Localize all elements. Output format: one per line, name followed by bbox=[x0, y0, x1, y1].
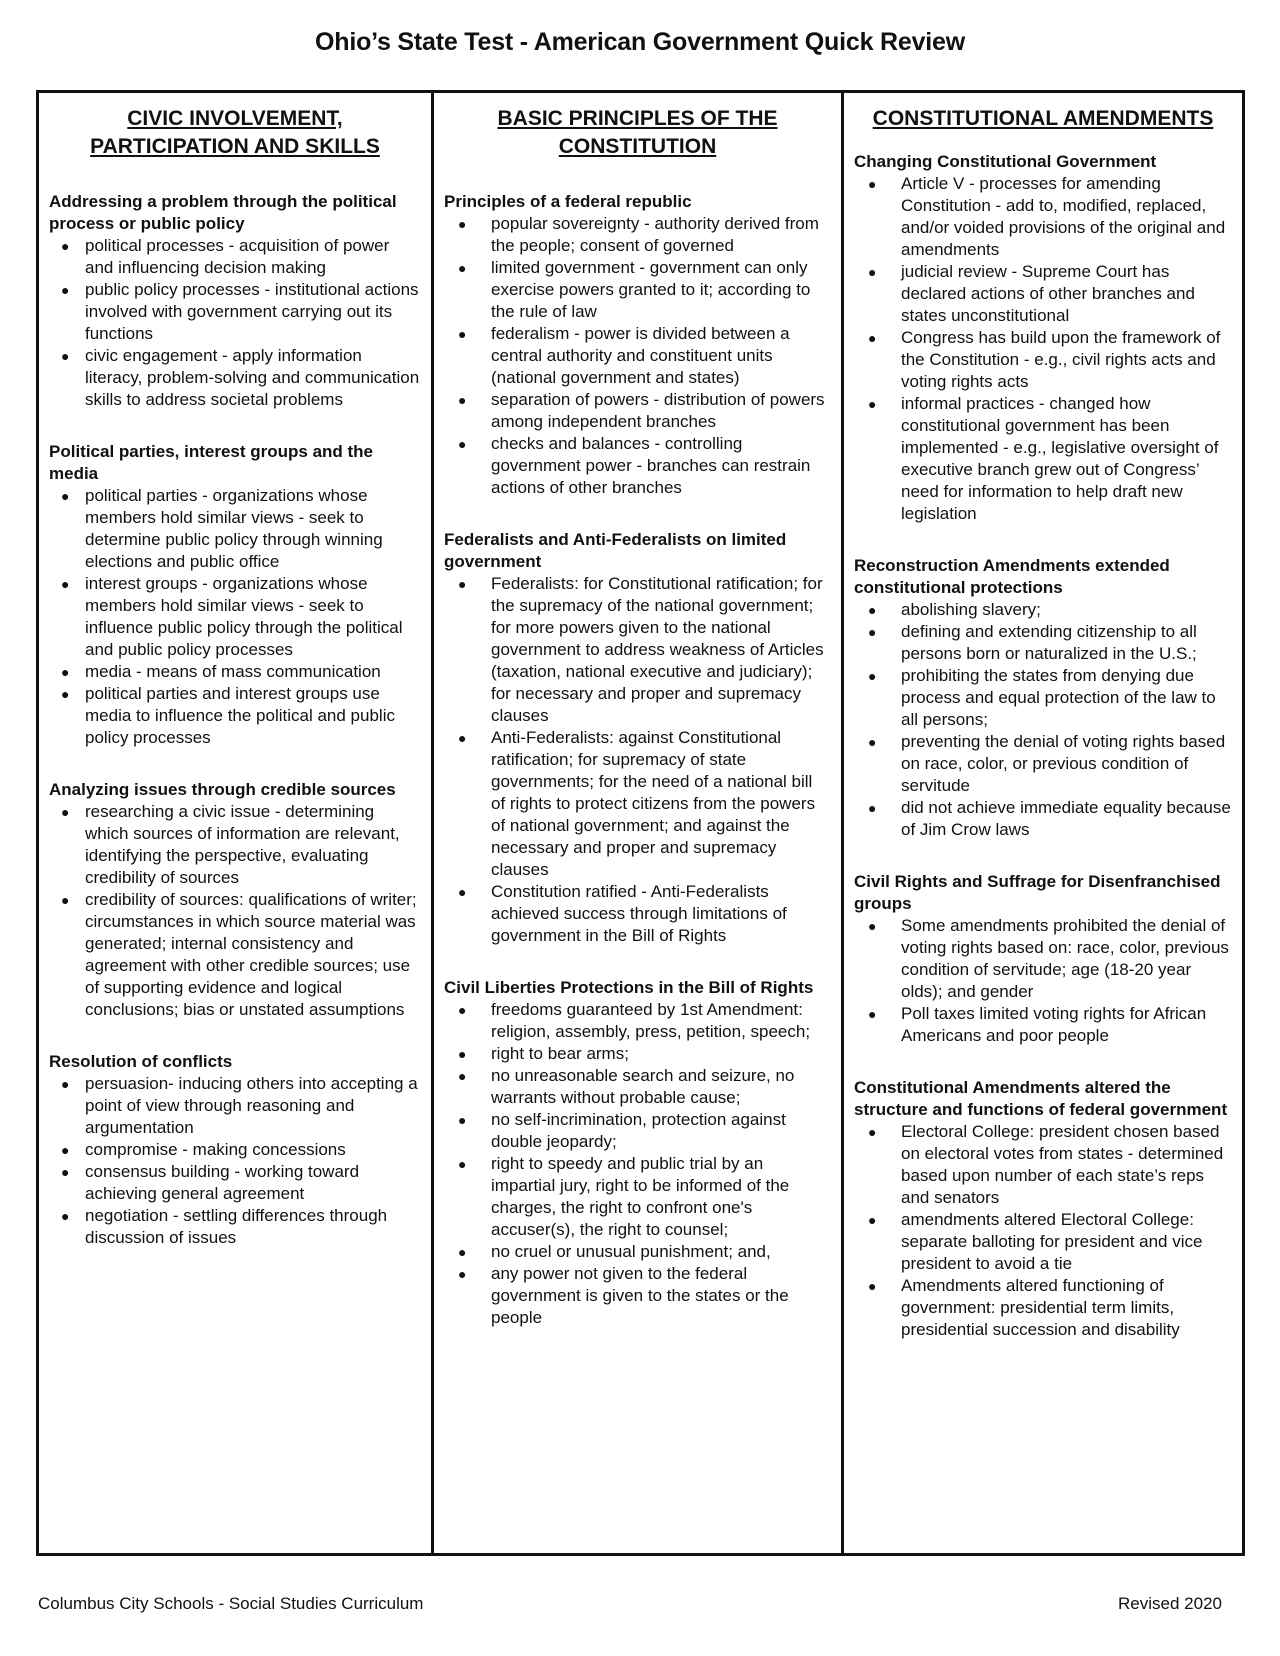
list-item-text: civic engagement - apply information literacy, problem-solving and communication skills to address societal problems bbox=[85, 346, 420, 409]
bullet-list bbox=[49, 1073, 421, 1249]
list-item-text: right to bear arms; bbox=[491, 1044, 629, 1063]
section-title: Political parties, interest groups and the media bbox=[49, 442, 374, 483]
list-item-text: media - means of mass communication bbox=[85, 662, 381, 681]
bullet-icon: ● bbox=[868, 602, 877, 618]
section-title: Changing Constitutional Government bbox=[854, 152, 1157, 171]
list-item bbox=[49, 1073, 421, 1139]
bullet-icon: ● bbox=[458, 1156, 467, 1172]
bullet-list bbox=[49, 485, 421, 749]
list-item bbox=[444, 1241, 831, 1263]
section bbox=[854, 555, 1232, 841]
section-title: Principles of a federal republic bbox=[444, 192, 692, 211]
list-item-text: Constitution ratified - Anti-Federalists achieved success through limitations of government in the Bill of Rights bbox=[491, 882, 787, 945]
list-item-text: consensus building - working toward achieving general agreement bbox=[85, 1162, 360, 1203]
bullet-icon: ● bbox=[458, 216, 467, 232]
list-item bbox=[49, 279, 421, 345]
list-item bbox=[444, 1153, 831, 1241]
bullet-icon: ● bbox=[61, 686, 70, 702]
column-civic-involvement bbox=[39, 93, 434, 1553]
list-item bbox=[49, 801, 421, 889]
bullet-list bbox=[854, 1121, 1232, 1341]
bullet-icon: ● bbox=[868, 668, 877, 684]
list-item bbox=[854, 173, 1232, 261]
list-item-text: abolishing slavery; bbox=[901, 600, 1041, 619]
bullet-list bbox=[444, 213, 831, 499]
list-item-text: preventing the denial of voting rights based on race, color, or previous condition of servitude bbox=[901, 732, 1226, 795]
bullet-icon: ● bbox=[868, 800, 877, 816]
list-item-text: Amendments altered functioning of government: presidential term limits, presidential succession and disability bbox=[901, 1276, 1180, 1339]
list-item-text: Congress has build upon the framework of the Constitution - e.g., civil rights acts and voting rights acts bbox=[901, 328, 1221, 391]
bullet-icon: ● bbox=[868, 918, 877, 934]
list-item-text: separation of powers - distribution of powers among independent branches bbox=[491, 390, 825, 431]
bullet-icon: ● bbox=[868, 396, 877, 412]
list-item bbox=[854, 1209, 1232, 1275]
column-heading: BASIC PRINCIPLES OF THE CONSTITUTION bbox=[497, 107, 778, 158]
bullet-icon: ● bbox=[458, 1266, 467, 1282]
list-item bbox=[49, 1161, 421, 1205]
list-item bbox=[49, 235, 421, 279]
bullet-icon: ● bbox=[868, 1124, 877, 1140]
bullet-icon: ● bbox=[61, 1142, 70, 1158]
list-item bbox=[49, 345, 421, 411]
list-item bbox=[854, 731, 1232, 797]
list-item bbox=[444, 881, 831, 947]
bullet-icon: ● bbox=[458, 392, 467, 408]
section-title: Federalists and Anti-Federalists on limited government bbox=[444, 530, 787, 571]
section bbox=[854, 151, 1232, 525]
list-item bbox=[444, 1065, 831, 1109]
list-item bbox=[444, 727, 831, 881]
list-item bbox=[854, 393, 1232, 525]
list-item-text: persuasion- inducing others into accepting a point of view through reasoning and argumentation bbox=[85, 1074, 418, 1137]
bullet-icon: ● bbox=[868, 1006, 877, 1022]
footer-revision: Revised 2020 bbox=[1118, 1594, 1222, 1613]
section-title: Reconstruction Amendments extended constitutional protections bbox=[854, 556, 1170, 597]
list-item bbox=[444, 999, 831, 1043]
bullet-icon: ● bbox=[458, 436, 467, 452]
bullet-icon: ● bbox=[61, 348, 70, 364]
bullet-icon: ● bbox=[61, 664, 70, 680]
list-item-text: political processes - acquisition of power and influencing decision making bbox=[85, 236, 390, 277]
list-item bbox=[49, 485, 421, 573]
bullet-icon: ● bbox=[61, 804, 70, 820]
column-heading: CONSTITUTIONAL AMENDMENTS bbox=[872, 107, 1214, 130]
bullet-icon: ● bbox=[61, 282, 70, 298]
list-item bbox=[444, 257, 831, 323]
list-item bbox=[854, 1003, 1232, 1047]
list-item bbox=[49, 573, 421, 661]
bullet-icon: ● bbox=[458, 730, 467, 746]
bullet-icon: ● bbox=[458, 1046, 467, 1062]
bullet-icon: ● bbox=[61, 892, 70, 908]
list-item-text: popular sovereignty - authority derived from the people; consent of governed bbox=[491, 214, 819, 255]
list-item bbox=[854, 621, 1232, 665]
list-item-text: informal practices - changed how constitutional government has been implemented - e.g., legislative oversight of executive branch grew out of Congress’ need for information to help draft new legislation bbox=[901, 394, 1219, 523]
list-item-text: political parties - organizations whose members hold similar views - seek to determine public policy through winning elections and public office bbox=[85, 486, 383, 571]
bullet-icon: ● bbox=[61, 1164, 70, 1180]
list-item-text: public policy processes - institutional actions involved with government carrying out its functions bbox=[85, 280, 419, 343]
list-item-text: judicial review - Supreme Court has declared actions of other branches and states unconstitutional bbox=[901, 262, 1195, 325]
section bbox=[444, 529, 831, 947]
list-item-text: no self-incrimination, protection against double jeopardy; bbox=[491, 1110, 786, 1151]
list-item-text: Poll taxes limited voting rights for African Americans and poor people bbox=[901, 1004, 1207, 1045]
list-item-text: no cruel or unusual punishment; and, bbox=[491, 1242, 771, 1261]
bullet-list bbox=[854, 599, 1232, 841]
bullet-icon: ● bbox=[868, 330, 877, 346]
section bbox=[49, 191, 421, 411]
list-item bbox=[854, 915, 1232, 1003]
list-item-text: no unreasonable search and seizure, no warrants without probable cause; bbox=[491, 1066, 795, 1107]
list-item-text: freedoms guaranteed by 1st Amendment: religion, assembly, press, petition, speech; bbox=[491, 1000, 811, 1041]
section-title: Civil Rights and Suffrage for Disenfranchised groups bbox=[854, 872, 1221, 913]
bullet-icon: ● bbox=[868, 1278, 877, 1294]
list-item-text: federalism - power is divided between a central authority and constituent units (national government and states) bbox=[491, 324, 790, 387]
list-item bbox=[49, 889, 421, 1021]
bullet-list bbox=[49, 801, 421, 1021]
list-item bbox=[854, 797, 1232, 841]
section bbox=[444, 191, 831, 499]
list-item-text: amendments altered Electoral College: separate balloting for president and vice president to avoid a tie bbox=[901, 1210, 1203, 1273]
bullet-icon: ● bbox=[458, 884, 467, 900]
list-item bbox=[49, 683, 421, 749]
section-title: Constitutional Amendments altered the structure and functions of federal government bbox=[854, 1078, 1228, 1119]
bullet-icon: ● bbox=[61, 1208, 70, 1224]
section-title: Analyzing issues through credible sources bbox=[49, 780, 396, 799]
bullet-list bbox=[444, 999, 831, 1329]
list-item bbox=[444, 389, 831, 433]
list-item bbox=[444, 1109, 831, 1153]
section bbox=[854, 1077, 1232, 1341]
list-item-text: limited government - government can only exercise powers granted to it; according to the rule of law bbox=[491, 258, 811, 321]
bullet-list bbox=[854, 915, 1232, 1047]
section-title: Civil Liberties Protections in the Bill of Rights bbox=[444, 978, 814, 997]
list-item-text: Electoral College: president chosen based on electoral votes from states - determined based upon number of each state’s reps and senators bbox=[901, 1122, 1224, 1207]
bullet-icon: ● bbox=[61, 1076, 70, 1092]
list-item-text: negotiation - settling differences through discussion of issues bbox=[85, 1206, 388, 1247]
bullet-icon: ● bbox=[61, 576, 70, 592]
list-item bbox=[49, 661, 421, 683]
list-item-text: Article V - processes for amending Constitution - add to, modified, replaced, and/or voided provisions of the original and amendments bbox=[901, 174, 1226, 259]
list-item-text: interest groups - organizations whose members hold similar views - seek to influence public policy through the political and public policy processes bbox=[85, 574, 403, 659]
bullet-icon: ● bbox=[458, 576, 467, 592]
list-item bbox=[854, 1275, 1232, 1341]
list-item bbox=[854, 599, 1232, 621]
bullet-icon: ● bbox=[868, 264, 877, 280]
bullet-icon: ● bbox=[458, 326, 467, 342]
list-item-text: Some amendments prohibited the denial of voting rights based on: race, color, previous condition of servitude; age (18-20 year olds); and gender bbox=[901, 916, 1229, 1001]
section bbox=[444, 977, 831, 1329]
list-item-text: prohibiting the states from denying due process and equal protection of the law to all persons; bbox=[901, 666, 1216, 729]
column-constitutional-amendments bbox=[844, 93, 1242, 1553]
bullet-icon: ● bbox=[458, 260, 467, 276]
list-item bbox=[444, 213, 831, 257]
list-item bbox=[854, 261, 1232, 327]
bullet-list bbox=[49, 235, 421, 411]
list-item-text: compromise - making concessions bbox=[85, 1140, 346, 1159]
section bbox=[49, 779, 421, 1021]
list-item bbox=[854, 327, 1232, 393]
bullet-icon: ● bbox=[458, 1068, 467, 1084]
bullet-icon: ● bbox=[458, 1002, 467, 1018]
footer-source: Columbus City Schools - Social Studies Curriculum bbox=[38, 1594, 424, 1613]
section bbox=[49, 441, 421, 749]
list-item-text: defining and extending citizenship to all persons born or naturalized in the U.S.; bbox=[901, 622, 1197, 663]
section-title: Resolution of conflicts bbox=[49, 1052, 233, 1071]
list-item bbox=[854, 1121, 1232, 1209]
bullet-icon: ● bbox=[868, 624, 877, 640]
list-item-text: Federalists: for Constitutional ratification; for the supremacy of the national government; for more powers given to the national government to address weakness of Articles (taxation, national executive and judiciary); for necessary and proper and supremacy clauses bbox=[491, 574, 824, 725]
bullet-icon: ● bbox=[868, 734, 877, 750]
bullet-icon: ● bbox=[61, 488, 70, 504]
section-title: Addressing a problem through the political process or public policy bbox=[49, 192, 397, 233]
bullet-list bbox=[854, 173, 1232, 525]
section bbox=[49, 1051, 421, 1249]
list-item bbox=[49, 1205, 421, 1249]
list-item-text: checks and balances - controlling government power - branches can restrain actions of other branches bbox=[491, 434, 811, 497]
column-basic-principles bbox=[434, 93, 844, 1553]
list-item bbox=[444, 1263, 831, 1329]
list-item-text: researching a civic issue - determining which sources of information are relevant, identifying the perspective, evaluating credibility of sources bbox=[85, 802, 400, 887]
section bbox=[854, 871, 1232, 1047]
list-item-text: political parties and interest groups use media to influence the political and public policy processes bbox=[85, 684, 395, 747]
list-item-text: credibility of sources: qualifications of writer; circumstances in which source material was generated; internal consistency and agreement with other credible sources; use of supporting evidence and logical conclusions; bias or unstated assumptions bbox=[85, 890, 417, 1019]
list-item bbox=[444, 433, 831, 499]
review-table bbox=[36, 90, 1245, 1556]
list-item-text: any power not given to the federal government is given to the states or the people bbox=[491, 1264, 789, 1327]
list-item-text: did not achieve immediate equality because of Jim Crow laws bbox=[901, 798, 1231, 839]
column-heading: CIVIC INVOLVEMENT, PARTICIPATION AND SKILLS bbox=[90, 107, 380, 158]
list-item-text: right to speedy and public trial by an impartial jury, right to be informed of the charges, the right to confront one's accuser(s), the right to counsel; bbox=[491, 1154, 790, 1239]
bullet-icon: ● bbox=[61, 238, 70, 254]
list-item bbox=[444, 573, 831, 727]
page-title: Ohio’s State Test - American Government Quick Review bbox=[315, 28, 965, 56]
list-item bbox=[854, 665, 1232, 731]
list-item-text: Anti-Federalists: against Constitutional ratification; for supremacy of state governments; for the need of a national bill of rights to protect citizens from the powers of national government; and against the necessary and proper and supremacy clauses bbox=[491, 728, 816, 879]
bullet-icon: ● bbox=[458, 1112, 467, 1128]
bullet-list bbox=[444, 573, 831, 947]
bullet-icon: ● bbox=[868, 1212, 877, 1228]
list-item bbox=[444, 1043, 831, 1065]
bullet-icon: ● bbox=[458, 1244, 467, 1260]
list-item bbox=[444, 323, 831, 389]
list-item bbox=[49, 1139, 421, 1161]
bullet-icon: ● bbox=[868, 176, 877, 192]
